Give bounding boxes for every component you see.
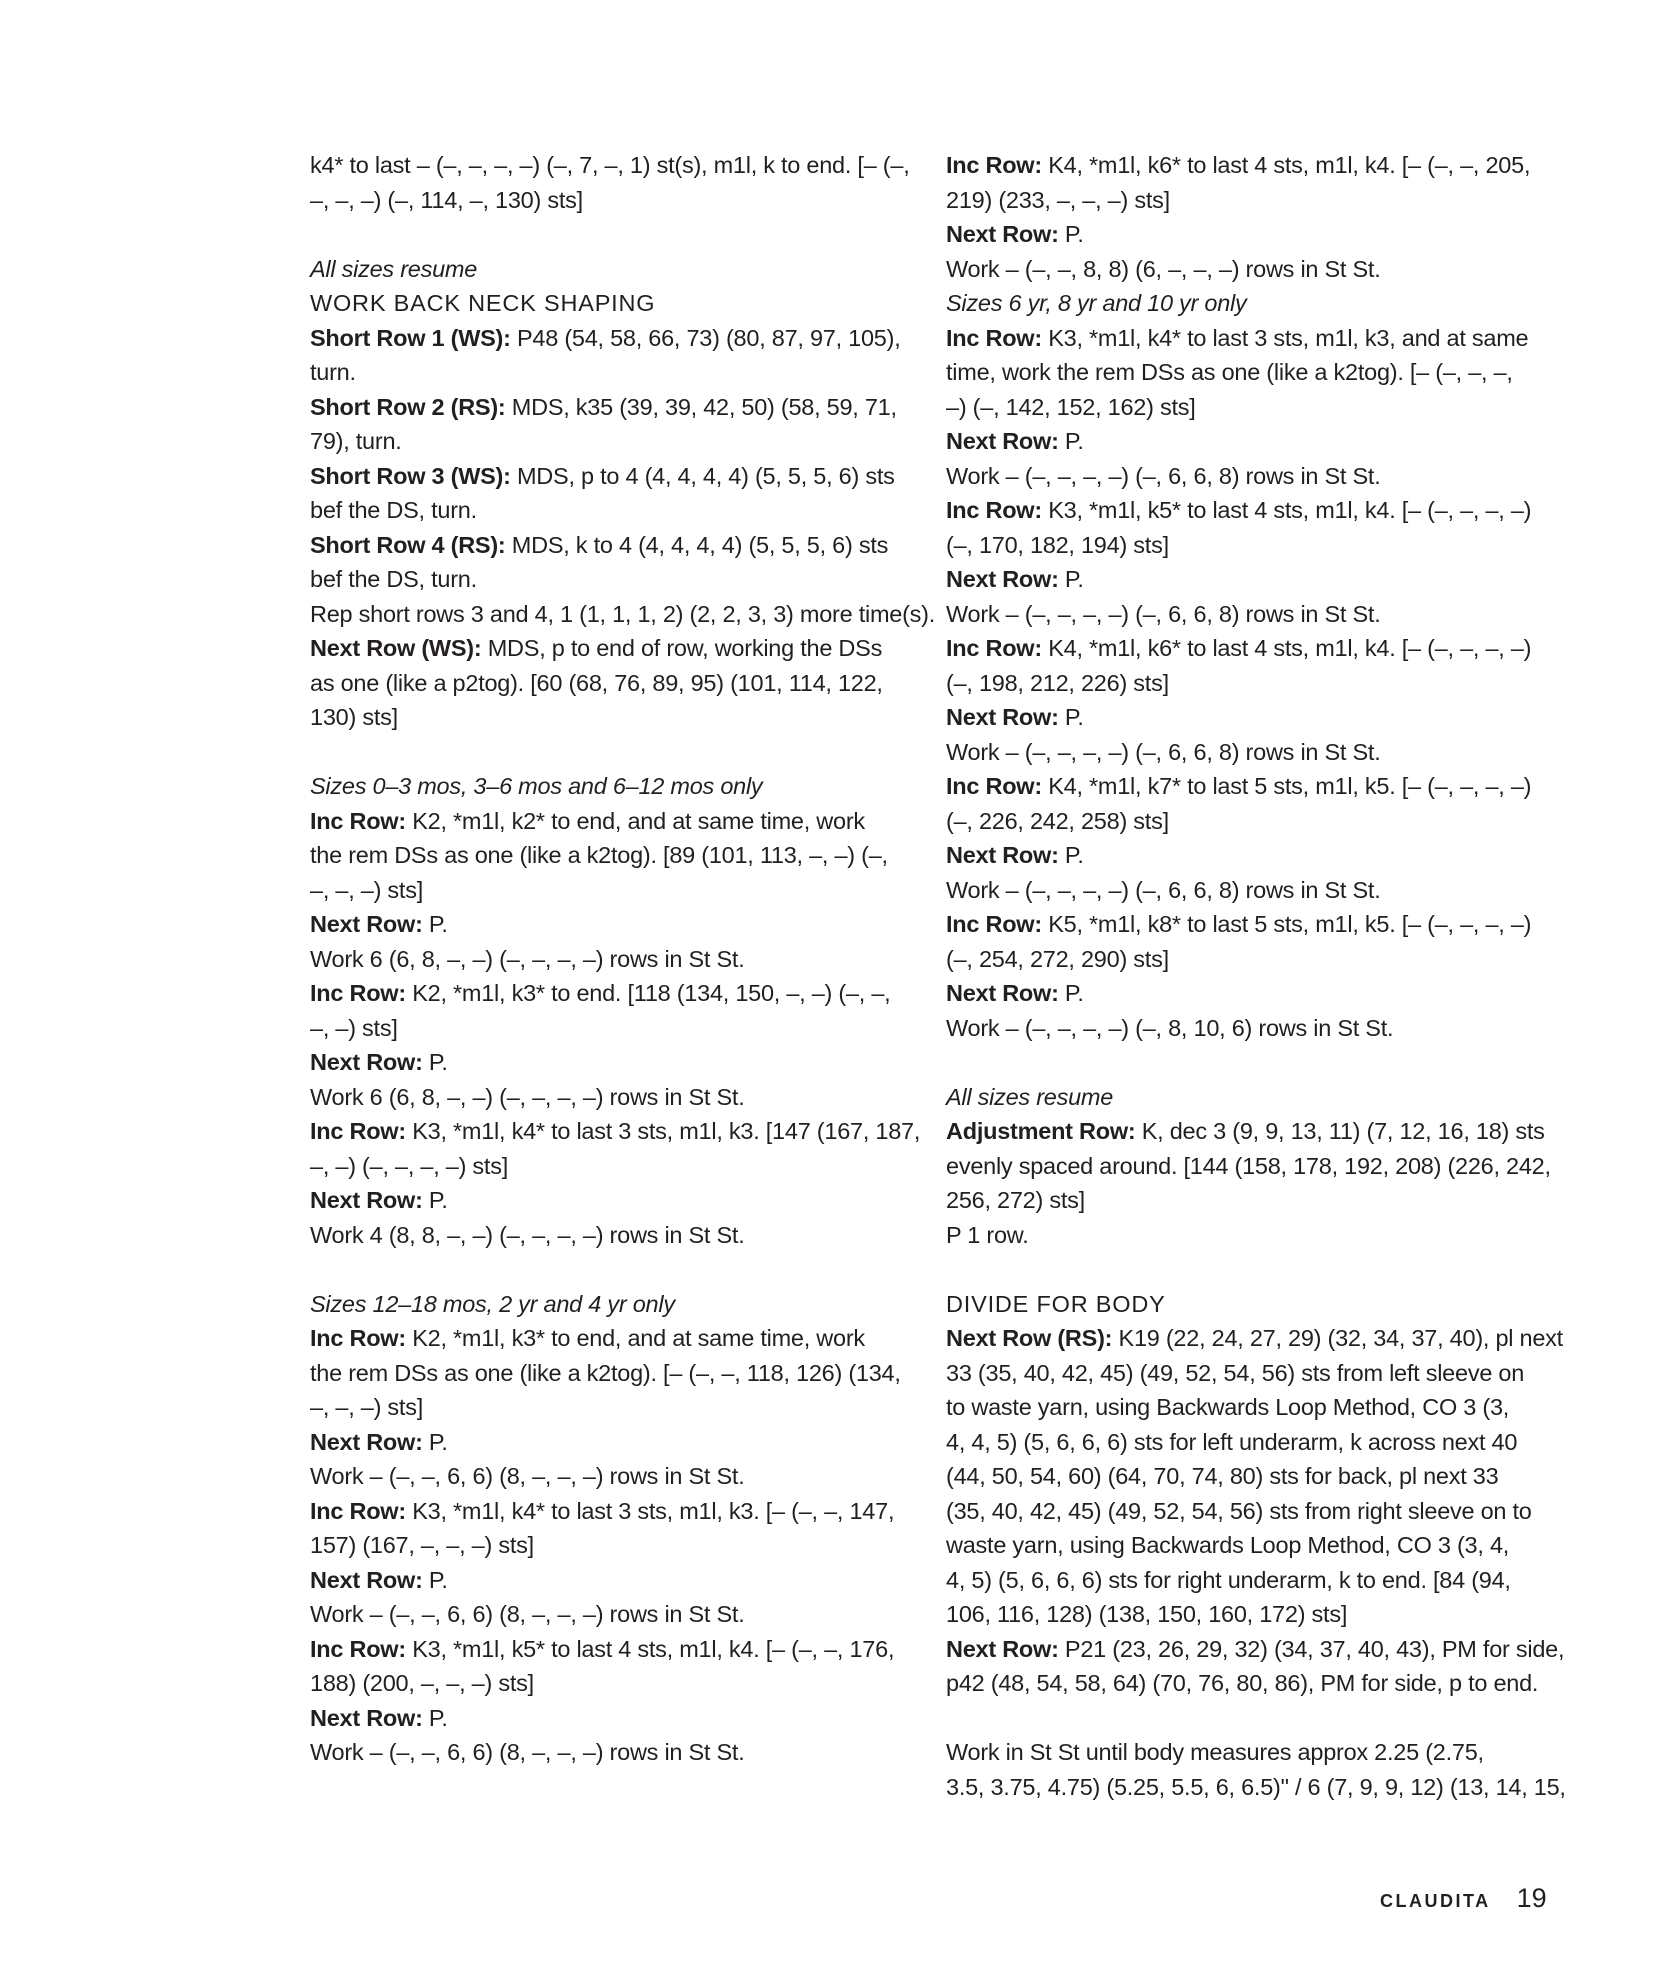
- row-label: Inc Row:: [310, 1635, 406, 1662]
- row-text: (–, 170, 182, 194) sts]: [946, 531, 1169, 558]
- row-text: P48 (54, 58, 66, 73) (80, 87, 97, 105),: [510, 324, 901, 351]
- left-column: [310, 148, 936, 1770]
- row-text: 256, 272) sts]: [946, 1187, 1085, 1213]
- row-label: Next Row:: [946, 566, 1059, 592]
- instruction-line: [946, 1528, 1556, 1563]
- page-number: 19: [1516, 1883, 1547, 1913]
- instruction-line: [946, 1011, 1556, 1046]
- row-text: k4* to last – (–, –, –, –) (–, 7, –, 1) st(s), m1l, k to end. [– (–,: [310, 152, 910, 178]
- instruction-line: [946, 217, 1556, 252]
- row-label: Inc Row:: [946, 635, 1042, 661]
- instruction-line: [310, 1390, 910, 1425]
- instruction-line: [310, 838, 910, 873]
- row-text: MDS, k35 (39, 39, 42, 50) (58, 59, 71,: [505, 393, 897, 420]
- row-text: (–, 254, 272, 290) sts]: [946, 945, 1169, 972]
- row-text: Work – (–, –, –, –) (–, 6, 6, 8) rows in St St.: [946, 462, 1381, 489]
- row-text: K4, *m1l, k6* to last 4 sts, m1l, k4. [– (–, –, 205,: [1041, 152, 1531, 178]
- instruction-line: [310, 321, 910, 356]
- row-label: Next Row:: [310, 1566, 423, 1593]
- row-text: 4, 5) (5, 6, 6, 6) sts for right underarm, k to end. [84 (94,: [946, 1566, 1511, 1593]
- row-label: Next Row:: [946, 704, 1059, 730]
- row-label: Inc Row:: [310, 1118, 406, 1144]
- instruction-line: [946, 1321, 1563, 1356]
- instruction-line: [946, 1494, 1556, 1529]
- paragraph-spacer: [946, 1252, 1556, 1287]
- row-label: Adjustment Row:: [946, 1118, 1136, 1144]
- instruction-line: [946, 562, 1556, 597]
- instruction-line: [946, 321, 1556, 356]
- row-text: P.: [422, 1187, 448, 1213]
- instruction-line: [310, 355, 910, 390]
- row-text: turn.: [310, 359, 356, 385]
- row-text: (–, 226, 242, 258) sts]: [946, 807, 1169, 834]
- paragraph-spacer: [310, 217, 910, 252]
- size-subheading: [946, 286, 1556, 321]
- instruction-line: [310, 1494, 910, 1529]
- row-text: bef the DS, turn.: [310, 497, 477, 523]
- instruction-line: [946, 1459, 1556, 1494]
- row-text: K2, *m1l, k3* to end. [118 (134, 150, –, –) (–, –,: [405, 980, 891, 1006]
- instruction-line: [310, 1701, 910, 1736]
- instruction-line: [946, 942, 1556, 977]
- instruction-line: [310, 1114, 921, 1149]
- instruction-line: [310, 1563, 910, 1598]
- row-text: Work – (–, –, –, –) (–, 6, 6, 8) rows in St St.: [946, 876, 1381, 903]
- instruction-line: [310, 562, 910, 597]
- instruction-line: [310, 424, 910, 459]
- instruction-line: [310, 1011, 910, 1046]
- instruction-line: [946, 838, 1556, 873]
- instruction-line: [946, 597, 1556, 632]
- row-text: Work 4 (8, 8, –, –) (–, –, –, –) rows in St St.: [310, 1221, 745, 1248]
- instruction-line: [310, 700, 910, 735]
- row-label: Next Row:: [946, 842, 1059, 868]
- row-text: 4, 4, 5) (5, 6, 6, 6) sts for left underarm, k across next 40: [946, 1428, 1518, 1455]
- row-text: as one (like a p2tog). [60 (68, 76, 89, 95) (101, 114, 122,: [310, 669, 883, 696]
- size-subheading: [310, 252, 910, 287]
- row-label: Inc Row:: [946, 324, 1042, 351]
- row-text: the rem DSs as one (like a k2tog). [– (–, –, 118, 126) (134,: [310, 1359, 901, 1386]
- instruction-line: [946, 1390, 1556, 1425]
- instruction-line: [310, 666, 910, 701]
- right-column: [946, 148, 1566, 1804]
- row-text: time, work the rem DSs as one (like a k2tog). [– (–, –, –,: [946, 359, 1513, 385]
- row-text: P.: [422, 911, 448, 937]
- instruction-line: [310, 1183, 910, 1218]
- instruction-line: [310, 1425, 910, 1460]
- row-text: Work – (–, –, –, –) (–, 6, 6, 8) rows in St St.: [946, 600, 1381, 627]
- pattern-name: CLAUDITA: [1380, 1891, 1491, 1911]
- row-text: Work – (–, –, –, –) (–, 8, 10, 6) rows in St St.: [946, 1014, 1394, 1041]
- instruction-line: [310, 907, 910, 942]
- instruction-line: [310, 1459, 910, 1494]
- row-label: Next Row:: [310, 1428, 423, 1455]
- row-label: Inc Row:: [946, 773, 1042, 799]
- row-label: Next Row:: [946, 221, 1059, 247]
- row-text: waste yarn, using Backwards Loop Method, CO 3 (3, 4,: [946, 1532, 1510, 1558]
- row-text: (35, 40, 42, 45) (49, 52, 54, 56) sts from right sleeve on to: [946, 1497, 1532, 1524]
- instruction-line: [946, 631, 1556, 666]
- instruction-line: [946, 1218, 1556, 1253]
- row-text: (–, 198, 212, 226) sts]: [946, 669, 1169, 696]
- row-label: Next Row:: [946, 980, 1059, 1006]
- row-text: K3, *m1l, k4* to last 3 sts, m1l, k3. [– (–, –, 147,: [405, 1497, 895, 1524]
- instruction-line: [310, 1218, 910, 1253]
- row-text: P.: [1058, 428, 1084, 454]
- instruction-line: [310, 1597, 910, 1632]
- row-text: 3.5, 3.75, 4.75) (5.25, 5.5, 6, 6.5)" / 6 (7, 9, 9, 12) (13, 14, 15,: [946, 1773, 1566, 1800]
- instruction-line: [946, 528, 1556, 563]
- row-label: Inc Row:: [310, 1325, 406, 1351]
- row-label: Next Row:: [310, 1049, 423, 1075]
- row-text: K3, *m1l, k4* to last 3 sts, m1l, k3. [147 (167, 187,: [405, 1118, 921, 1144]
- row-text: –) (–, 142, 152, 162) sts]: [946, 393, 1196, 420]
- row-label: Next Row (RS):: [946, 1325, 1113, 1351]
- section-heading: [310, 286, 910, 321]
- row-text: K5, *m1l, k8* to last 5 sts, m1l, k5. [– (–, –, –, –): [1041, 911, 1532, 937]
- row-text: All sizes resume: [946, 1083, 1114, 1110]
- instruction-line: [946, 735, 1556, 770]
- instruction-line: [310, 1528, 910, 1563]
- instruction-line: [310, 804, 910, 839]
- instruction-line: [946, 1666, 1556, 1701]
- instruction-line: [946, 1632, 1565, 1667]
- instruction-line: [946, 493, 1556, 528]
- instruction-line: [946, 1183, 1556, 1218]
- row-label: Inc Row:: [310, 980, 406, 1006]
- instruction-line: [946, 424, 1556, 459]
- row-text: –, –) (–, –, –, –) sts]: [310, 1152, 508, 1179]
- row-label: Short Row 1 (WS):: [310, 324, 511, 351]
- instruction-line: [946, 1425, 1556, 1460]
- row-text: Work – (–, –, 8, 8) (6, –, –, –) rows in St St.: [946, 255, 1381, 282]
- row-text: bef the DS, turn.: [310, 566, 477, 592]
- row-text: K4, *m1l, k7* to last 5 sts, m1l, k5. [– (–, –, –, –): [1041, 773, 1532, 799]
- instruction-line: [310, 976, 910, 1011]
- instruction-line: [310, 942, 910, 977]
- instruction-line: [946, 666, 1556, 701]
- instruction-line: [310, 459, 910, 494]
- instruction-line: [310, 1321, 910, 1356]
- instruction-line: [310, 873, 910, 908]
- row-text: Sizes 12–18 mos, 2 yr and 4 yr only: [310, 1290, 675, 1317]
- row-text: 219) (233, –, –, –) sts]: [946, 186, 1170, 213]
- instruction-line: [946, 804, 1556, 839]
- instruction-line: [310, 148, 910, 183]
- row-text: MDS, p to 4 (4, 4, 4, 4) (5, 5, 5, 6) sts: [510, 462, 895, 489]
- instruction-line: [946, 459, 1556, 494]
- instruction-line: [946, 390, 1556, 425]
- row-label: Short Row 4 (RS):: [310, 531, 506, 558]
- row-text: P 1 row.: [946, 1221, 1029, 1248]
- instruction-line: [310, 1149, 910, 1184]
- paragraph-spacer: [946, 1045, 1556, 1080]
- row-text: P.: [422, 1428, 448, 1455]
- instruction-line: [946, 1149, 1556, 1184]
- paragraph-spacer: [946, 1701, 1556, 1736]
- size-subheading: [310, 1287, 910, 1322]
- row-label: Next Row:: [946, 428, 1059, 454]
- row-text: Work 6 (6, 8, –, –) (–, –, –, –) rows in St St.: [310, 1083, 745, 1110]
- section-heading: [946, 1287, 1556, 1322]
- row-label: Next Row (WS):: [310, 635, 482, 661]
- row-text: MDS, k to 4 (4, 4, 4, 4) (5, 5, 5, 6) sts: [505, 531, 889, 558]
- row-text: Work – (–, –, 6, 6) (8, –, –, –) rows in St St.: [310, 1739, 745, 1765]
- row-text: Sizes 0–3 mos, 3–6 mos and 6–12 mos only: [310, 773, 763, 799]
- row-text: Work in St St until body measures approx 2.25 (2.75,: [946, 1739, 1484, 1765]
- row-text: DIVIDE FOR BODY: [946, 1290, 1166, 1317]
- size-subheading: [946, 1080, 1556, 1115]
- row-text: Work 6 (6, 8, –, –) (–, –, –, –) rows in St St.: [310, 945, 745, 972]
- row-text: Rep short rows 3 and 4, 1 (1, 1, 1, 2) (2, 2, 3, 3) more time(s).: [310, 600, 936, 627]
- row-text: MDS, p to end of row, working the DSs: [481, 635, 883, 661]
- instruction-line: [946, 873, 1556, 908]
- page-footer: [1380, 1883, 1547, 1914]
- instruction-line: [946, 183, 1556, 218]
- paragraph-spacer: [310, 735, 910, 770]
- row-text: evenly spaced around. [144 (158, 178, 192, 208) (226, 242,: [946, 1152, 1551, 1179]
- row-label: Inc Row:: [946, 497, 1042, 523]
- instruction-line: [310, 390, 910, 425]
- instruction-line: [310, 1356, 910, 1391]
- instruction-line: [310, 1632, 910, 1667]
- instruction-line: [310, 1045, 910, 1080]
- row-text: All sizes resume: [310, 255, 478, 282]
- instruction-line: [310, 1735, 910, 1770]
- instruction-line: [946, 252, 1556, 287]
- row-text: –, –, –) sts]: [310, 1394, 423, 1420]
- instruction-line: [946, 1597, 1556, 1632]
- row-text: WORK BACK NECK SHAPING: [310, 290, 656, 316]
- row-text: K, dec 3 (9, 9, 13, 11) (7, 12, 16, 18) sts: [1135, 1118, 1545, 1144]
- instruction-line: [310, 528, 910, 563]
- row-text: K2, *m1l, k3* to end, and at same time, work: [405, 1325, 865, 1351]
- size-subheading: [310, 769, 910, 804]
- instruction-line: [946, 1114, 1556, 1149]
- instruction-line: [946, 700, 1556, 735]
- row-label: Next Row:: [310, 1704, 423, 1731]
- row-text: p42 (48, 54, 58, 64) (70, 76, 80, 86), PM for side, p to end.: [946, 1670, 1539, 1696]
- row-text: K3, *m1l, k4* to last 3 sts, m1l, k3, and at same: [1041, 324, 1529, 351]
- row-text: P.: [1058, 566, 1084, 592]
- instruction-line: [946, 148, 1556, 183]
- row-label: Next Row:: [946, 1635, 1059, 1662]
- row-label: Short Row 2 (RS):: [310, 393, 506, 420]
- instruction-line: [946, 1356, 1556, 1391]
- instruction-line: [310, 631, 910, 666]
- row-label: Inc Row:: [310, 807, 406, 834]
- row-text: P.: [1058, 704, 1084, 730]
- row-label: Short Row 3 (WS):: [310, 462, 511, 489]
- row-text: 33 (35, 40, 42, 45) (49, 52, 54, 56) sts from left sleeve on: [946, 1359, 1525, 1386]
- instruction-line: [946, 1563, 1556, 1598]
- instruction-line: [946, 907, 1556, 942]
- row-text: 79), turn.: [310, 428, 402, 454]
- row-text: the rem DSs as one (like a k2tog). [89 (101, 113, –, –) (–,: [310, 842, 888, 868]
- row-text: –, –, –) sts]: [310, 876, 423, 903]
- row-label: Inc Row:: [946, 152, 1042, 178]
- instruction-line: [310, 597, 936, 632]
- row-text: P.: [1058, 842, 1084, 868]
- row-text: K3, *m1l, k5* to last 4 sts, m1l, k4. [– (–, –, 176,: [405, 1635, 895, 1662]
- row-text: Work – (–, –, 6, 6) (8, –, –, –) rows in St St.: [310, 1463, 745, 1489]
- instruction-line: [946, 976, 1556, 1011]
- row-text: 106, 116, 128) (138, 150, 160, 172) sts]: [946, 1601, 1348, 1627]
- instruction-line: [310, 493, 910, 528]
- instruction-line: [310, 183, 910, 218]
- row-text: 188) (200, –, –, –) sts]: [310, 1670, 534, 1696]
- instruction-line: [310, 1080, 910, 1115]
- row-label: Next Row:: [310, 1187, 423, 1213]
- row-text: P.: [422, 1049, 448, 1075]
- row-text: Sizes 6 yr, 8 yr and 10 yr only: [946, 290, 1247, 316]
- row-text: K19 (22, 24, 27, 29) (32, 34, 37, 40), pl next: [1112, 1325, 1563, 1351]
- row-text: Work – (–, –, 6, 6) (8, –, –, –) rows in St St.: [310, 1601, 745, 1627]
- row-text: Work – (–, –, –, –) (–, 6, 6, 8) rows in St St.: [946, 738, 1381, 765]
- row-label: Next Row:: [310, 911, 423, 937]
- row-text: –, –, –) (–, 114, –, 130) sts]: [310, 186, 583, 213]
- row-text: P.: [1058, 221, 1084, 247]
- row-text: K2, *m1l, k2* to end, and at same time, work: [405, 807, 865, 834]
- instruction-line: [946, 355, 1556, 390]
- row-text: 157) (167, –, –, –) sts]: [310, 1532, 534, 1558]
- row-text: P.: [1058, 980, 1084, 1006]
- row-text: K4, *m1l, k6* to last 4 sts, m1l, k4. [– (–, –, –, –): [1041, 635, 1532, 661]
- row-text: P.: [422, 1566, 448, 1593]
- row-text: (44, 50, 54, 60) (64, 70, 74, 80) sts for back, pl next 33: [946, 1463, 1499, 1489]
- row-text: 130) sts]: [310, 704, 398, 730]
- row-text: to waste yarn, using Backwards Loop Method, CO 3 (3,: [946, 1394, 1510, 1420]
- instruction-line: [946, 1735, 1556, 1770]
- row-label: Inc Row:: [310, 1497, 406, 1524]
- row-text: –, –) sts]: [310, 1014, 398, 1041]
- instruction-line: [946, 1770, 1566, 1805]
- row-text: P.: [422, 1704, 448, 1731]
- instruction-line: [310, 1666, 910, 1701]
- instruction-line: [946, 769, 1556, 804]
- row-text: K3, *m1l, k5* to last 4 sts, m1l, k4. [– (–, –, –, –): [1041, 497, 1532, 523]
- row-text: P21 (23, 26, 29, 32) (34, 37, 40, 43), PM for side,: [1058, 1635, 1565, 1662]
- paragraph-spacer: [310, 1252, 910, 1287]
- row-label: Inc Row:: [946, 911, 1042, 937]
